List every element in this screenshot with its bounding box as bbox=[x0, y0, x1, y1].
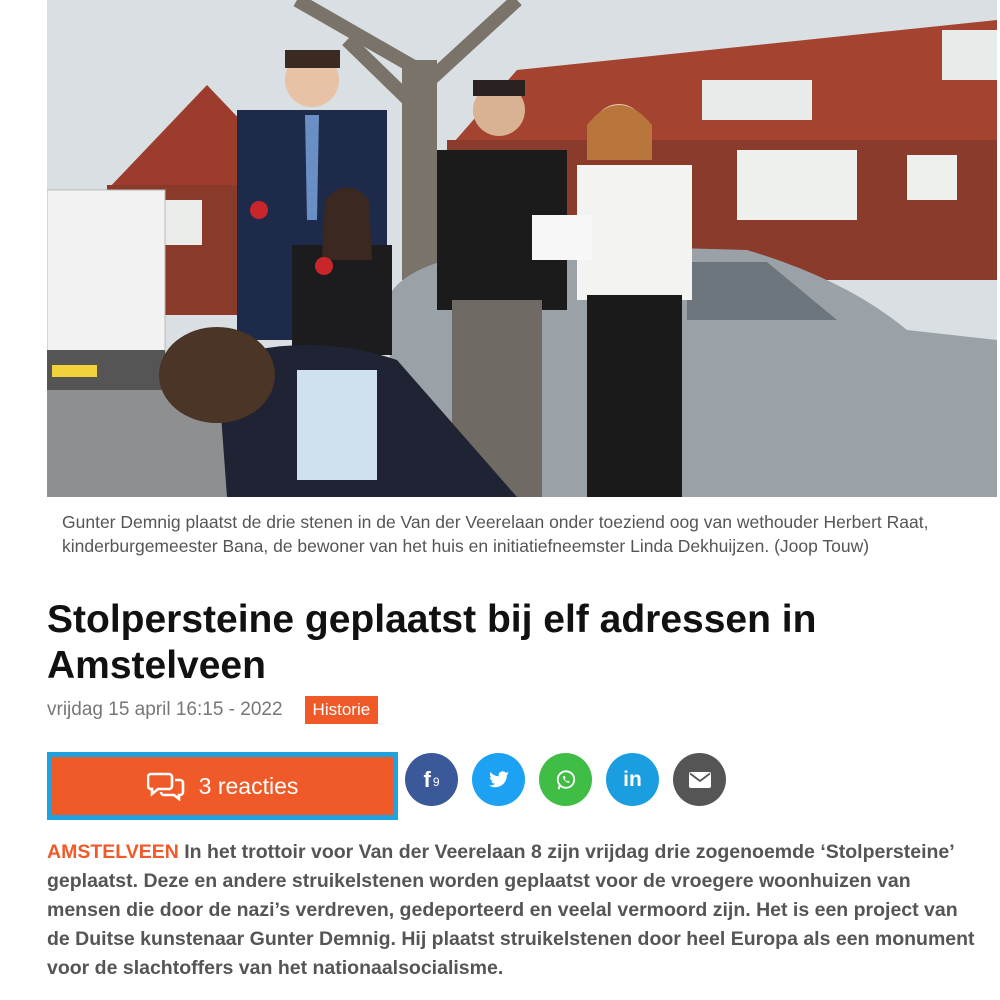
twitter-icon bbox=[488, 771, 510, 789]
comments-count-label: 3 reacties bbox=[198, 772, 299, 799]
linkedin-icon: in bbox=[623, 767, 642, 791]
article-photo bbox=[47, 0, 997, 497]
facebook-share-count: 9 bbox=[432, 774, 440, 789]
article-title: Stolpersteine geplaatst bij elf adressen in Amstelveen bbox=[47, 598, 817, 687]
publish-date: vrijdag 15 april 16:15 - 2022 bbox=[47, 699, 283, 720]
article-meta bbox=[47, 696, 378, 724]
linkedin-share-button[interactable] bbox=[606, 753, 659, 806]
email-icon bbox=[689, 772, 711, 788]
twitter-share-button[interactable] bbox=[472, 753, 525, 806]
email-share-button[interactable] bbox=[673, 753, 726, 806]
comments-icon bbox=[147, 771, 185, 801]
article-intro bbox=[47, 838, 977, 983]
photo-illustration bbox=[47, 0, 997, 497]
intro-text: In het trottoir voor Van der Veerelaan 8 zijn vrijdag drie zogenoemde ‘Stolpersteine’ geplaatst. Deze en andere struikelstenen worden geplaatst voor de vroegere woonhuizen van mensen die door de nazi’s verdreven, gedeporteerd en veelal vermoord zijn. Het is een project van de Duitse kunstenaar Gunter Demnig. Hij plaatst struikelstenen door heel Europa als een monument voor de slachtoffers van het nationaalsocialisme. bbox=[47, 841, 975, 979]
category-badge[interactable]: Historie bbox=[305, 696, 379, 724]
whatsapp-share-button[interactable] bbox=[539, 753, 592, 806]
comments-button[interactable] bbox=[47, 752, 398, 820]
photo-caption: Gunter Demnig plaatst de drie stenen in de Van der Veerelaan onder toeziend oog van wethouder Herbert Raat, kinderburgemeester Bana, de bewoner van het huis en initiatiefneemster Linda Dekhuijzen. (Joop Touw) bbox=[62, 512, 929, 556]
dateline-city: AMSTELVEEN bbox=[47, 841, 179, 863]
whatsapp-icon bbox=[555, 769, 577, 791]
facebook-icon: f bbox=[423, 766, 431, 792]
facebook-share-button[interactable] bbox=[405, 753, 458, 806]
